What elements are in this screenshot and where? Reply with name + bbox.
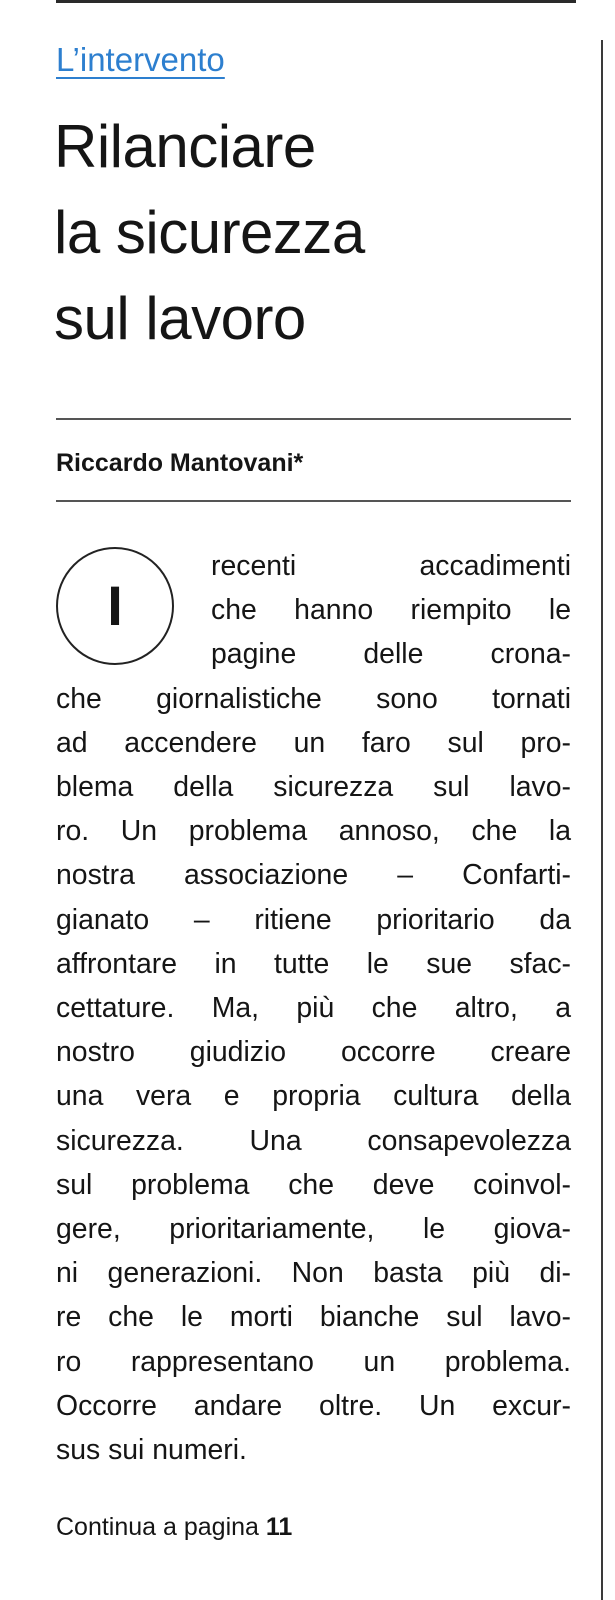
body-line: ni generazioni. Non basta più di- [56, 1257, 571, 1290]
body-line: che giornalistiche sono tornati [56, 682, 571, 715]
author-top-rule [56, 418, 571, 420]
body-line: nostra associazione – Confarti- [56, 859, 571, 892]
body-line: nostro giudizio occorre creare [56, 1036, 571, 1069]
body-line: gere, prioritariamente, le giova- [56, 1213, 571, 1246]
body-line: ro. Un problema annoso, che la [56, 815, 571, 848]
body-line: sicurezza. Una consapevolezza [56, 1124, 571, 1157]
headline-line: la sicurezza [54, 199, 365, 266]
headline-line: Rilanciare [54, 113, 316, 180]
continue-label: Continua a pagina [56, 1513, 259, 1541]
continue-reference[interactable] [56, 1510, 292, 1544]
body-line: recenti accadimenti [211, 550, 571, 582]
body-line: ro rappresentano un problema. [56, 1345, 571, 1378]
headline-line: sul lavoro [54, 285, 306, 352]
body-line: cettature. Ma, più che altro, a [56, 992, 571, 1025]
drop-cap: I [56, 547, 174, 665]
article-headline [54, 104, 584, 362]
body-line: ad accendere un faro sul pro- [56, 726, 571, 759]
top-rule [56, 0, 576, 3]
column-divider [601, 40, 603, 1600]
body-line: pagine delle crona- [211, 638, 571, 671]
article-body [56, 544, 571, 1472]
body-line: blema della sicurezza sul lavo- [56, 771, 571, 804]
body-line: che hanno riempito le [211, 594, 571, 627]
body-line: affrontare in tutte le sue sfac- [56, 947, 571, 980]
section-kicker-link[interactable]: L’intervento [56, 41, 225, 78]
body-line: una vera e propria cultura della [56, 1080, 571, 1113]
body-line: sus sui numeri. [56, 1434, 247, 1467]
author-byline: Riccardo Mantovani* [56, 449, 304, 477]
body-line: re che le morti bianche sul lavo- [56, 1301, 571, 1334]
body-line: sul problema che deve coinvol- [56, 1168, 571, 1201]
body-line: Occorre andare oltre. Un excur- [56, 1389, 571, 1422]
body-line: gianato – ritiene prioritario da [56, 903, 571, 936]
continue-page-number: 11 [265, 1513, 293, 1541]
author-bottom-rule [56, 500, 571, 502]
